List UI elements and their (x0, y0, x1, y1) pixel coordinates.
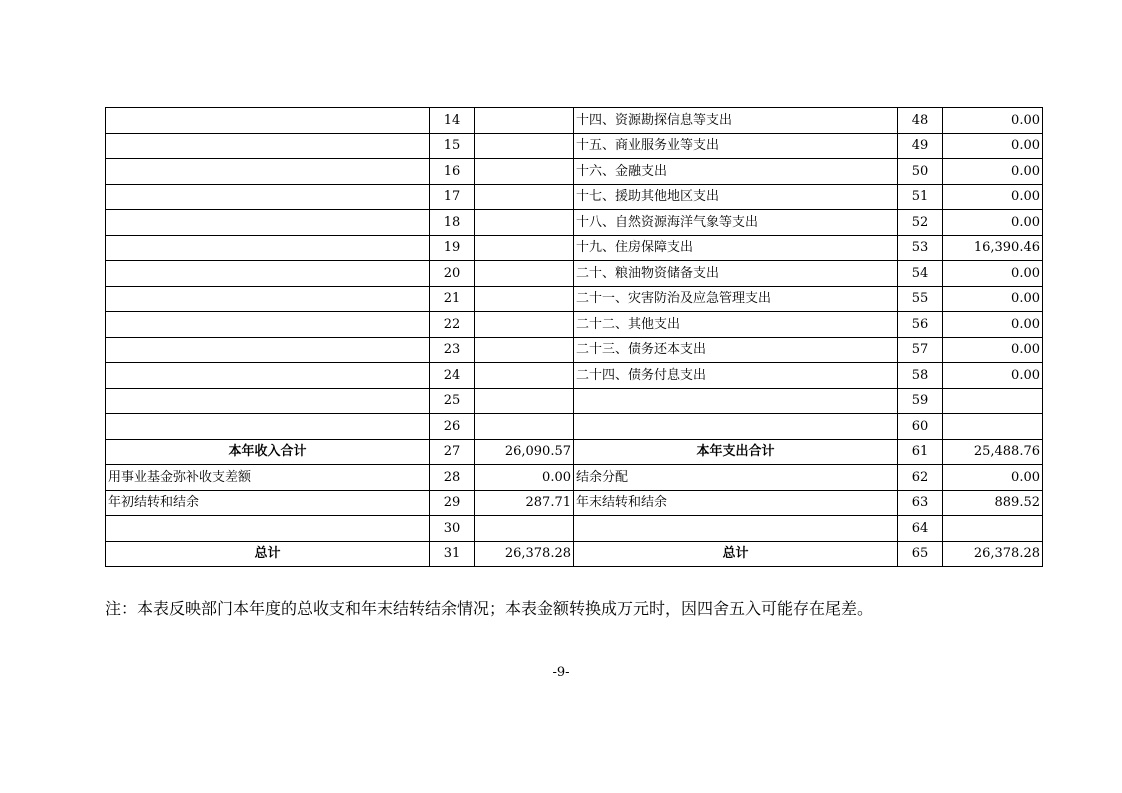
expenditure-line-number: 63 (898, 490, 943, 516)
income-amount (475, 516, 574, 542)
expenditure-item-label: 二十三、债务还本支出 (574, 337, 898, 363)
income-line-number: 21 (430, 286, 475, 312)
expenditure-amount: 0.00 (943, 312, 1043, 338)
income-item-label (106, 108, 430, 134)
table-row (106, 465, 1043, 491)
income-expenditure-table (105, 107, 1043, 567)
income-item-label (106, 337, 430, 363)
expenditure-item-label (574, 388, 898, 414)
income-item-label (106, 210, 430, 236)
table-row (106, 312, 1043, 338)
income-line-number: 30 (430, 516, 475, 542)
income-line-number: 17 (430, 184, 475, 210)
expenditure-amount: 0.00 (943, 159, 1043, 185)
income-item-label (106, 159, 430, 185)
expenditure-line-number: 57 (898, 337, 943, 363)
income-item-label (106, 133, 430, 159)
expenditure-amount: 0.00 (943, 286, 1043, 312)
expenditure-line-number: 49 (898, 133, 943, 159)
expenditure-item-label: 十九、住房保障支出 (574, 235, 898, 261)
expenditure-line-number: 54 (898, 261, 943, 287)
table-row (106, 133, 1043, 159)
income-amount (475, 133, 574, 159)
table-row (106, 235, 1043, 261)
table-row (106, 108, 1043, 134)
income-amount (475, 184, 574, 210)
income-line-number: 23 (430, 337, 475, 363)
income-amount: 26,090.57 (475, 439, 574, 465)
expenditure-line-number: 60 (898, 414, 943, 440)
expenditure-amount: 0.00 (943, 210, 1043, 236)
income-amount (475, 235, 574, 261)
income-amount: 26,378.28 (475, 541, 574, 567)
income-amount (475, 388, 574, 414)
income-amount (475, 108, 574, 134)
income-line-number: 24 (430, 363, 475, 389)
income-item-label (106, 312, 430, 338)
expenditure-line-number: 62 (898, 465, 943, 491)
income-amount: 0.00 (475, 465, 574, 491)
table-row (106, 184, 1043, 210)
income-item-label (106, 286, 430, 312)
table-row (106, 286, 1043, 312)
income-amount (475, 159, 574, 185)
expenditure-item-label: 年末结转和结余 (574, 490, 898, 516)
expenditure-item-label: 本年支出合计 (574, 439, 898, 465)
expenditure-item-label: 十八、自然资源海洋气象等支出 (574, 210, 898, 236)
income-item-label (106, 414, 430, 440)
expenditure-line-number: 50 (898, 159, 943, 185)
expenditure-line-number: 51 (898, 184, 943, 210)
table-row (106, 388, 1043, 414)
expenditure-line-number: 65 (898, 541, 943, 567)
expenditure-line-number: 59 (898, 388, 943, 414)
income-line-number: 18 (430, 210, 475, 236)
table-row (106, 159, 1043, 185)
income-line-number: 27 (430, 439, 475, 465)
expenditure-item-label: 结余分配 (574, 465, 898, 491)
income-item-label: 年初结转和结余 (106, 490, 430, 516)
expenditure-item-label: 总计 (574, 541, 898, 567)
expenditure-amount (943, 388, 1043, 414)
income-line-number: 31 (430, 541, 475, 567)
income-item-label: 用事业基金弥补收支差额 (106, 465, 430, 491)
income-amount (475, 210, 574, 236)
expenditure-item-label: 二十二、其他支出 (574, 312, 898, 338)
income-amount: 287.71 (475, 490, 574, 516)
expenditure-line-number: 55 (898, 286, 943, 312)
expenditure-amount: 26,378.28 (943, 541, 1043, 567)
income-amount (475, 286, 574, 312)
expenditure-item-label (574, 414, 898, 440)
expenditure-amount: 16,390.46 (943, 235, 1043, 261)
expenditure-amount: 0.00 (943, 108, 1043, 134)
expenditure-amount: 0.00 (943, 184, 1043, 210)
table-row (106, 363, 1043, 389)
income-line-number: 15 (430, 133, 475, 159)
expenditure-amount: 0.00 (943, 133, 1043, 159)
income-item-label (106, 184, 430, 210)
table-row (106, 490, 1043, 516)
expenditure-amount: 0.00 (943, 465, 1043, 491)
income-item-label (106, 235, 430, 261)
expenditure-item-label: 十六、金融支出 (574, 159, 898, 185)
expenditure-line-number: 53 (898, 235, 943, 261)
income-amount (475, 414, 574, 440)
income-line-number: 19 (430, 235, 475, 261)
table-row (106, 261, 1043, 287)
income-item-label: 总计 (106, 541, 430, 567)
income-amount (475, 337, 574, 363)
income-item-label: 本年收入合计 (106, 439, 430, 465)
table-row (106, 414, 1043, 440)
expenditure-line-number: 52 (898, 210, 943, 236)
table-body (106, 108, 1043, 567)
table-row (106, 337, 1043, 363)
expenditure-item-label: 二十一、灾害防治及应急管理支出 (574, 286, 898, 312)
expenditure-amount: 0.00 (943, 261, 1043, 287)
income-line-number: 20 (430, 261, 475, 287)
expenditure-amount (943, 516, 1043, 542)
income-line-number: 14 (430, 108, 475, 134)
income-amount (475, 312, 574, 338)
page-number: -9- (552, 665, 570, 680)
expenditure-line-number: 61 (898, 439, 943, 465)
expenditure-item-label: 十四、资源勘探信息等支出 (574, 108, 898, 134)
income-item-label (106, 516, 430, 542)
expenditure-amount: 0.00 (943, 363, 1043, 389)
table-row (106, 516, 1043, 542)
income-line-number: 26 (430, 414, 475, 440)
income-line-number: 29 (430, 490, 475, 516)
expenditure-item-label: 二十四、债务付息支出 (574, 363, 898, 389)
income-item-label (106, 363, 430, 389)
table-row (106, 210, 1043, 236)
expenditure-line-number: 56 (898, 312, 943, 338)
expenditure-amount: 889.52 (943, 490, 1043, 516)
total-row (106, 541, 1043, 567)
income-line-number: 16 (430, 159, 475, 185)
income-line-number: 22 (430, 312, 475, 338)
table-note: 注：本表反映部门本年度的总收支和年末结转结余情况；本表金额转换成万元时，因四舍五入可能存在尾差。 (105, 599, 874, 618)
expenditure-line-number: 48 (898, 108, 943, 134)
total-row (106, 439, 1043, 465)
income-amount (475, 363, 574, 389)
income-line-number: 28 (430, 465, 475, 491)
income-item-label (106, 261, 430, 287)
income-item-label (106, 388, 430, 414)
expenditure-amount (943, 414, 1043, 440)
expenditure-amount: 25,488.76 (943, 439, 1043, 465)
income-line-number: 25 (430, 388, 475, 414)
expenditure-item-label: 十五、商业服务业等支出 (574, 133, 898, 159)
income-amount (475, 261, 574, 287)
expenditure-item-label: 十七、援助其他地区支出 (574, 184, 898, 210)
expenditure-line-number: 64 (898, 516, 943, 542)
expenditure-item-label: 二十、粮油物资储备支出 (574, 261, 898, 287)
expenditure-line-number: 58 (898, 363, 943, 389)
expenditure-item-label (574, 516, 898, 542)
expenditure-amount: 0.00 (943, 337, 1043, 363)
